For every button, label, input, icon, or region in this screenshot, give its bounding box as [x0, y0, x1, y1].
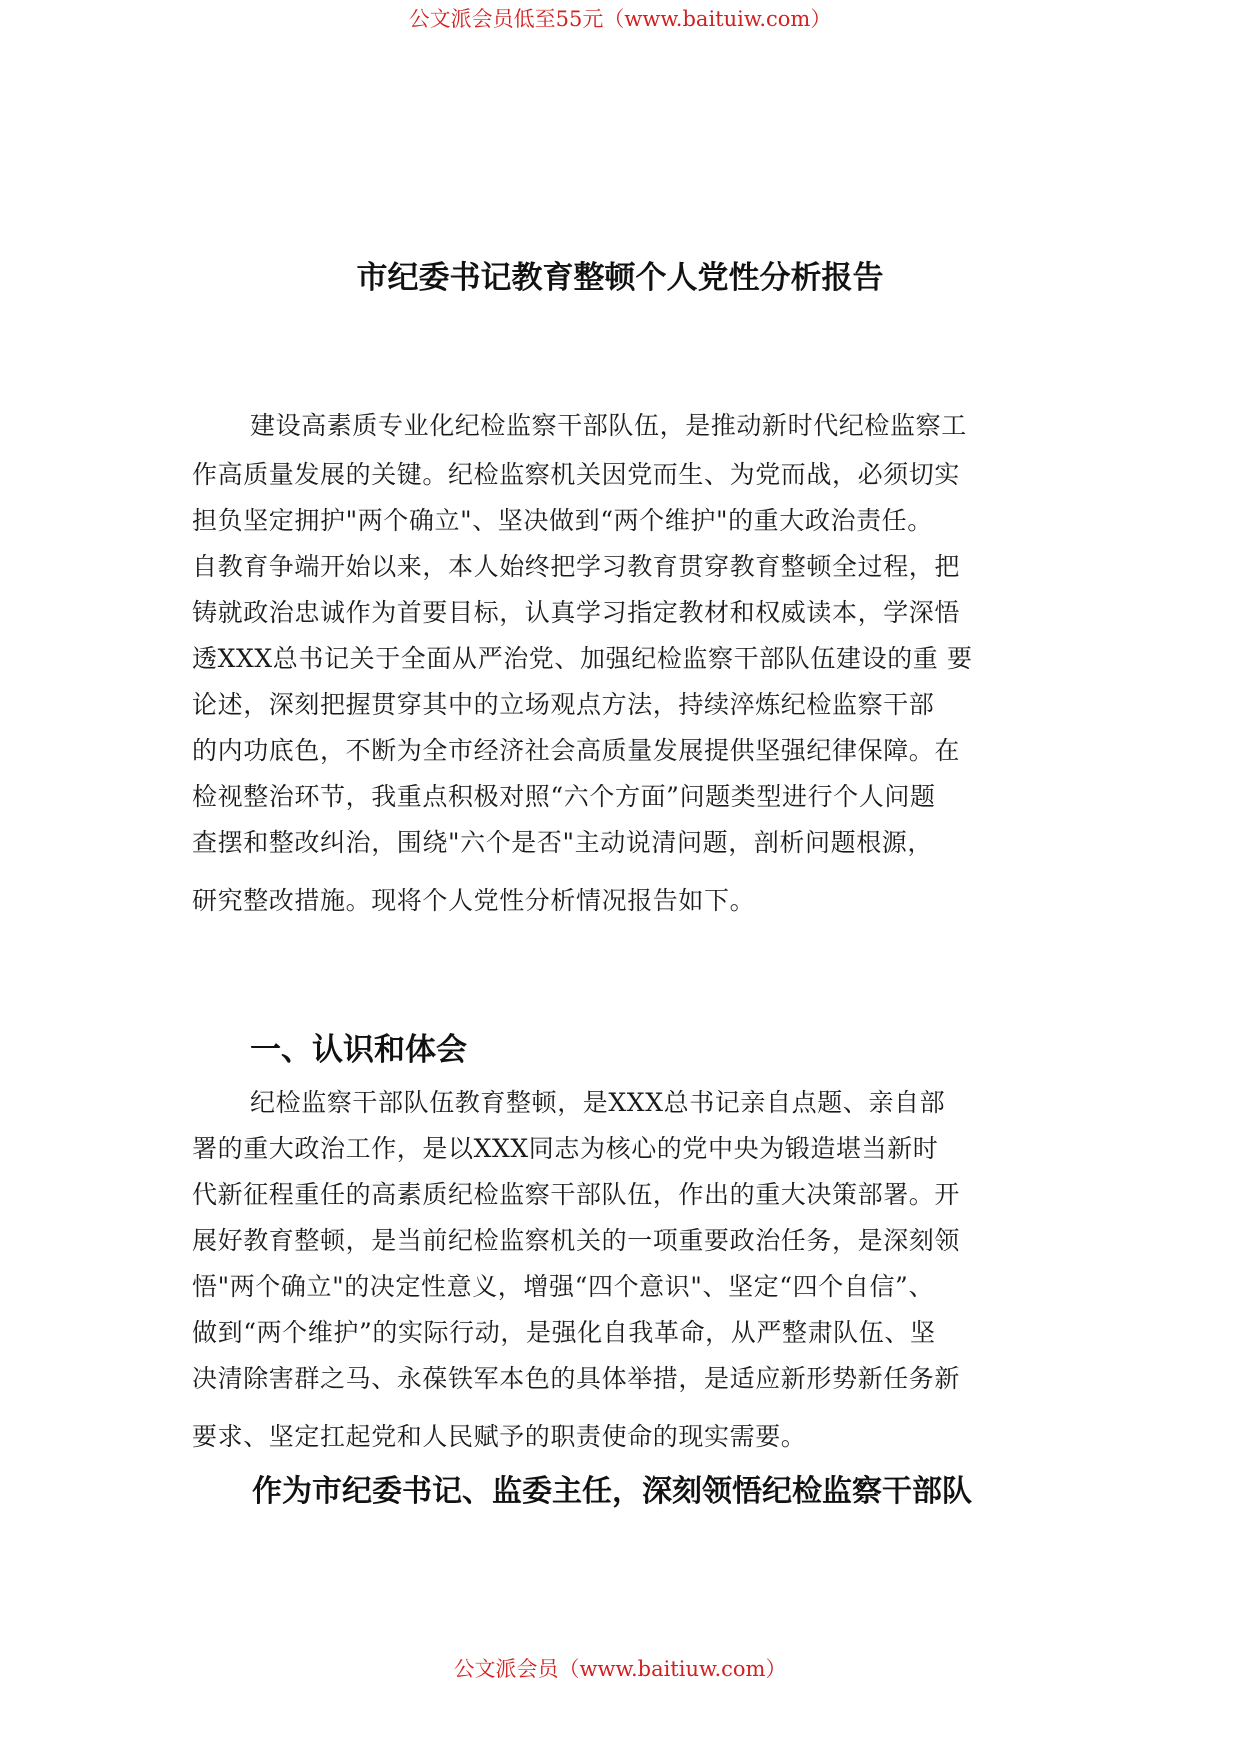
- footer-watermark-banner: 公文派会员（www.baitiuw.com）: [453, 1657, 787, 1681]
- section1-line: 决清除害群之马、永葆铁军本色的具体举措，是适应新形势新任务新: [192, 1364, 961, 1393]
- subheading: 作为市纪委书记、监委主任，深刻领悟纪检监察干部队: [252, 1474, 972, 1509]
- section-heading-1: 一、认识和体会: [250, 1032, 467, 1068]
- intro-paragraph: [192, 400, 1072, 924]
- intro-line: 自教育争端开始以来，本人始终把学习教育贯穿教育整顿全过程，把: [192, 552, 961, 581]
- intro-line: 论述，深刻把握贯穿其中的立场观点方法，持续淬炼纪检监察干部: [192, 690, 935, 719]
- section1-line: 要求、坚定扛起党和人民赋予的职责使命的现实需要。: [192, 1422, 807, 1451]
- intro-line: 的内功底色，不断为全市经济社会高质量发展提供坚强纪律保障。在: [192, 736, 961, 765]
- section1-line: 纪检监察干部队伍教育整顿，是XXX总书记亲自点题、亲自部: [250, 1088, 946, 1117]
- intro-line: 铸就政治忠诚作为首要目标，认真学习指定教材和权威读本，学深悟: [192, 598, 961, 627]
- section1-line: 展好教育整顿，是当前纪检监察机关的一项重要政治任务，是深刻领: [192, 1226, 961, 1255]
- intro-line: 透XXX总书记关于全面从严治党、加强纪检监察干部队伍建设的重 要: [192, 644, 973, 673]
- section1-line: 署的重大政治工作，是以XXX同志为核心的党中央为锻造堪当新时: [192, 1134, 939, 1163]
- section1-line: 悟"两个确立"的决定性意义，增强“四个意识"、坚定“四个自信”、: [192, 1272, 935, 1301]
- intro-line: 担负坚定拥护"两个确立"、坚决做到“两个维护"的重大政治责任。: [192, 506, 933, 535]
- intro-line: 作高质量发展的关键。纪检监察机关因党而生、为党而战，必须切实: [192, 460, 961, 489]
- intro-line: 建设高素质专业化纪检监察干部队伍，是推动新时代纪检监察工: [250, 411, 967, 440]
- section1-paragraph: [192, 1080, 1072, 1460]
- section1-line: 代新征程重任的高素质纪检监察干部队伍，作出的重大决策部署。开: [192, 1180, 961, 1209]
- section1-line: 做到“两个维护”的实际行动，是强化自我革命，从严整肃队伍、坚: [192, 1318, 936, 1347]
- intro-line: 检视整治环节，我重点积极对照“六个方面”问题类型进行个人问题: [192, 782, 936, 811]
- intro-line: 研究整改措施。现将个人党性分析情况报告如下。: [192, 886, 756, 915]
- intro-line: 查摆和整改纠治，围绕"六个是否"主动说清问题，剖析问题根源，: [192, 828, 934, 857]
- header-watermark-banner: 公文派会员低至55元（www.baituiw.com）: [408, 7, 832, 31]
- document-title: 市纪委书记教育整顿个人党性分析报告: [356, 260, 884, 296]
